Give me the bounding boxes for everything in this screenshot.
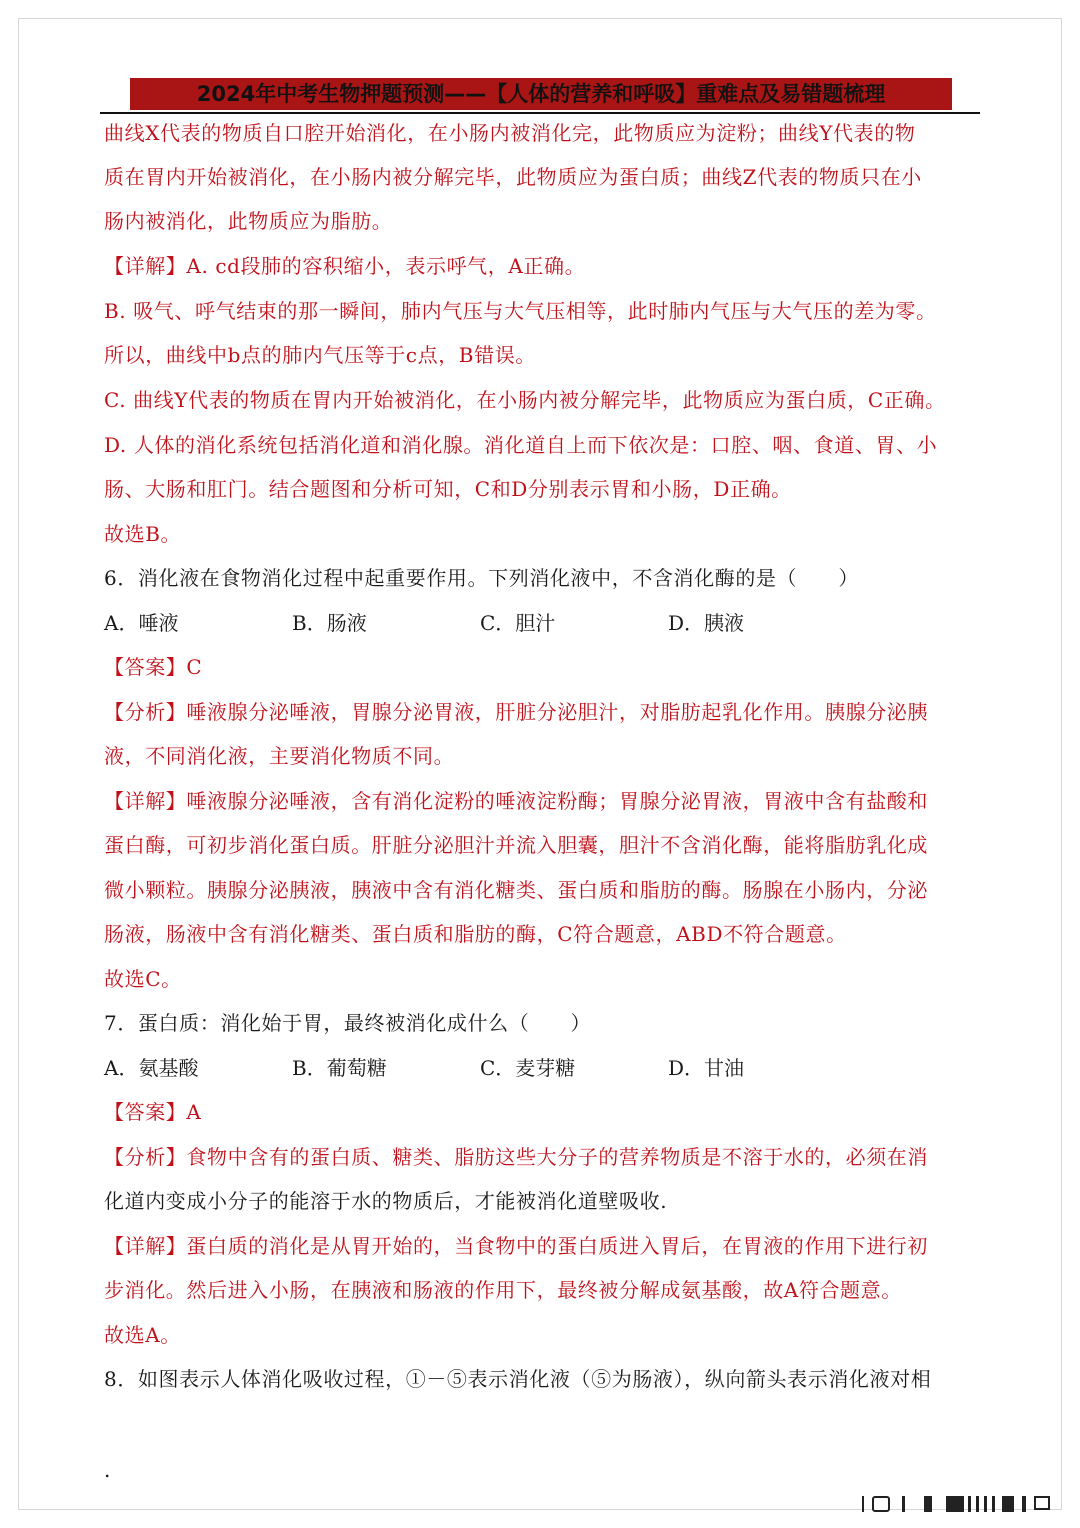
q7-option-b: B．葡萄糖 — [292, 1056, 387, 1080]
q6-analysis-text-1: 唾液腺分泌唾液，胃腺分泌胃液，肝脏分泌胆汁，对脂肪起乳化作用。胰腺分泌胰 — [186, 700, 929, 724]
q7-choice: 故选A。 — [104, 1323, 181, 1347]
page-header — [100, 78, 980, 114]
document-title: 2024年中考生物押题预测——【人体的营养和呼吸】重难点及易错题梳理 — [130, 78, 952, 110]
q5-detail-b-1: B. 吸气、呼气结束的那一瞬间，肺内气压与大气压相等，此时肺内气压与大气压的差为零。 — [104, 299, 937, 323]
answer-tag: 【答案】 — [104, 1100, 187, 1124]
q8-stem: 8．如图表示人体消化吸收过程，①－⑤表示消化液（⑤为肠液），纵向箭头表示消化液对相 — [104, 1367, 932, 1391]
q6-stem: 6．消化液在食物消化过程中起重要作用。下列消化液中，不含消化酶的是（ ） — [104, 566, 859, 590]
answer-tag: 【答案】 — [104, 655, 187, 679]
q7-detail-text-1: 蛋白质的消化是从胃开始的，当食物中的蛋白质进入胃后，在胃液的作用下进行初 — [186, 1234, 929, 1258]
intro-line-3: 肠内被消化，此物质应为脂肪。 — [104, 209, 393, 233]
q5-detail-c: C. 曲线Y代表的物质在胃内开始被消化，在小肠内被分解完毕，此物质应为蛋白质，C正确。 — [104, 388, 946, 412]
q5-detail-b-2: 所以，曲线中b点的肺内气压等于c点，B错误。 — [104, 343, 536, 367]
q6-option-d: D．胰液 — [668, 611, 745, 635]
q7-option-a: A．氨基酸 — [104, 1056, 199, 1080]
q5-detail-a-text: A. cd段肺的容积缩小，表示呼气，A正确。 — [186, 254, 586, 278]
intro-line-2: 质在胃内开始被消化，在小肠内被分解完毕，此物质应为蛋白质；曲线Z代表的物质只在小 — [104, 165, 922, 189]
q7-detail-2: 步消化。然后进入小肠，在胰液和肠液的作用下，最终被分解成氨基酸，故A符合题意。 — [104, 1278, 902, 1302]
q6-detail-2: 蛋白酶，可初步消化蛋白质。肝脏分泌胆汁并流入胆囊，胆汁不含消化酶，能将脂肪乳化成 — [104, 833, 928, 857]
q7-analysis-text-1: 食物中含有的蛋白质、糖类、脂肪这些大分子的营养物质是不溶于水的，必须在消 — [186, 1145, 929, 1169]
q7-detail-1 — [104, 1231, 928, 1261]
q6-detail-4: 肠液，肠液中含有消化糖类、蛋白质和脂肪的酶，C符合题意，ABD不符合题意。 — [104, 922, 847, 946]
detail-tag: 【详解】 — [104, 1234, 187, 1258]
q5-detail-d-1: D. 人体的消化系统包括消化道和消化腺。消化道自上而下依次是：口腔、咽、食道、胃、小 — [104, 433, 938, 457]
q6-detail-1 — [104, 786, 928, 816]
q7-answer-value: A — [186, 1100, 202, 1124]
q5-detail-d-2: 肠、大肠和肛门。结合题图和分析可知，C和D分别表示胃和小肠，D正确。 — [104, 477, 792, 501]
detail-tag: 【详解】 — [104, 789, 187, 813]
q7-answer — [104, 1097, 201, 1127]
analysis-tag: 【分析】 — [104, 1145, 187, 1169]
q6-option-b: B．肠液 — [292, 611, 367, 635]
q6-option-a: A．唾液 — [104, 611, 179, 635]
q7-analysis-1 — [104, 1142, 928, 1172]
q5-choice: 故选B。 — [104, 522, 182, 546]
q8-trailing-text: . — [104, 1458, 111, 1482]
q6-analysis-2: 液，不同消化液，主要消化物质不同。 — [104, 744, 455, 768]
analysis-tag: 【分析】 — [104, 700, 187, 724]
q6-choice: 故选C。 — [104, 967, 182, 991]
q6-analysis-1 — [104, 697, 928, 727]
q7-option-c: C．麦芽糖 — [480, 1056, 576, 1080]
q7-stem: 7．蛋白质：消化始于胃，最终被消化成什么（ ） — [104, 1011, 592, 1035]
q6-detail-text-1: 唾液腺分泌唾液，含有消化淀粉的唾液淀粉酶；胃腺分泌胃液，胃液中含有盐酸和 — [186, 789, 929, 813]
intro-line-1: 曲线X代表的物质自口腔开始消化，在小肠内被消化完，此物质应为淀粉；曲线Y代表的物 — [104, 121, 916, 145]
watermark-bar — [862, 1496, 1060, 1514]
detail-tag: 【详解】 — [104, 254, 187, 278]
q6-detail-3: 微小颗粒。胰腺分泌胰液，胰液中含有消化糖类、蛋白质和脂肪的酶。肠腺在小肠内，分泌 — [104, 878, 928, 902]
q7-analysis-2: 化道内变成小分子的能溶于水的物质后，才能被消化道壁吸收. — [104, 1189, 668, 1213]
q6-option-c: C．胆汁 — [480, 611, 556, 635]
q6-answer-value: C — [186, 655, 203, 679]
q5-detail-a — [104, 251, 585, 281]
q6-answer — [104, 652, 202, 682]
q7-option-d: D．甘油 — [668, 1056, 745, 1080]
